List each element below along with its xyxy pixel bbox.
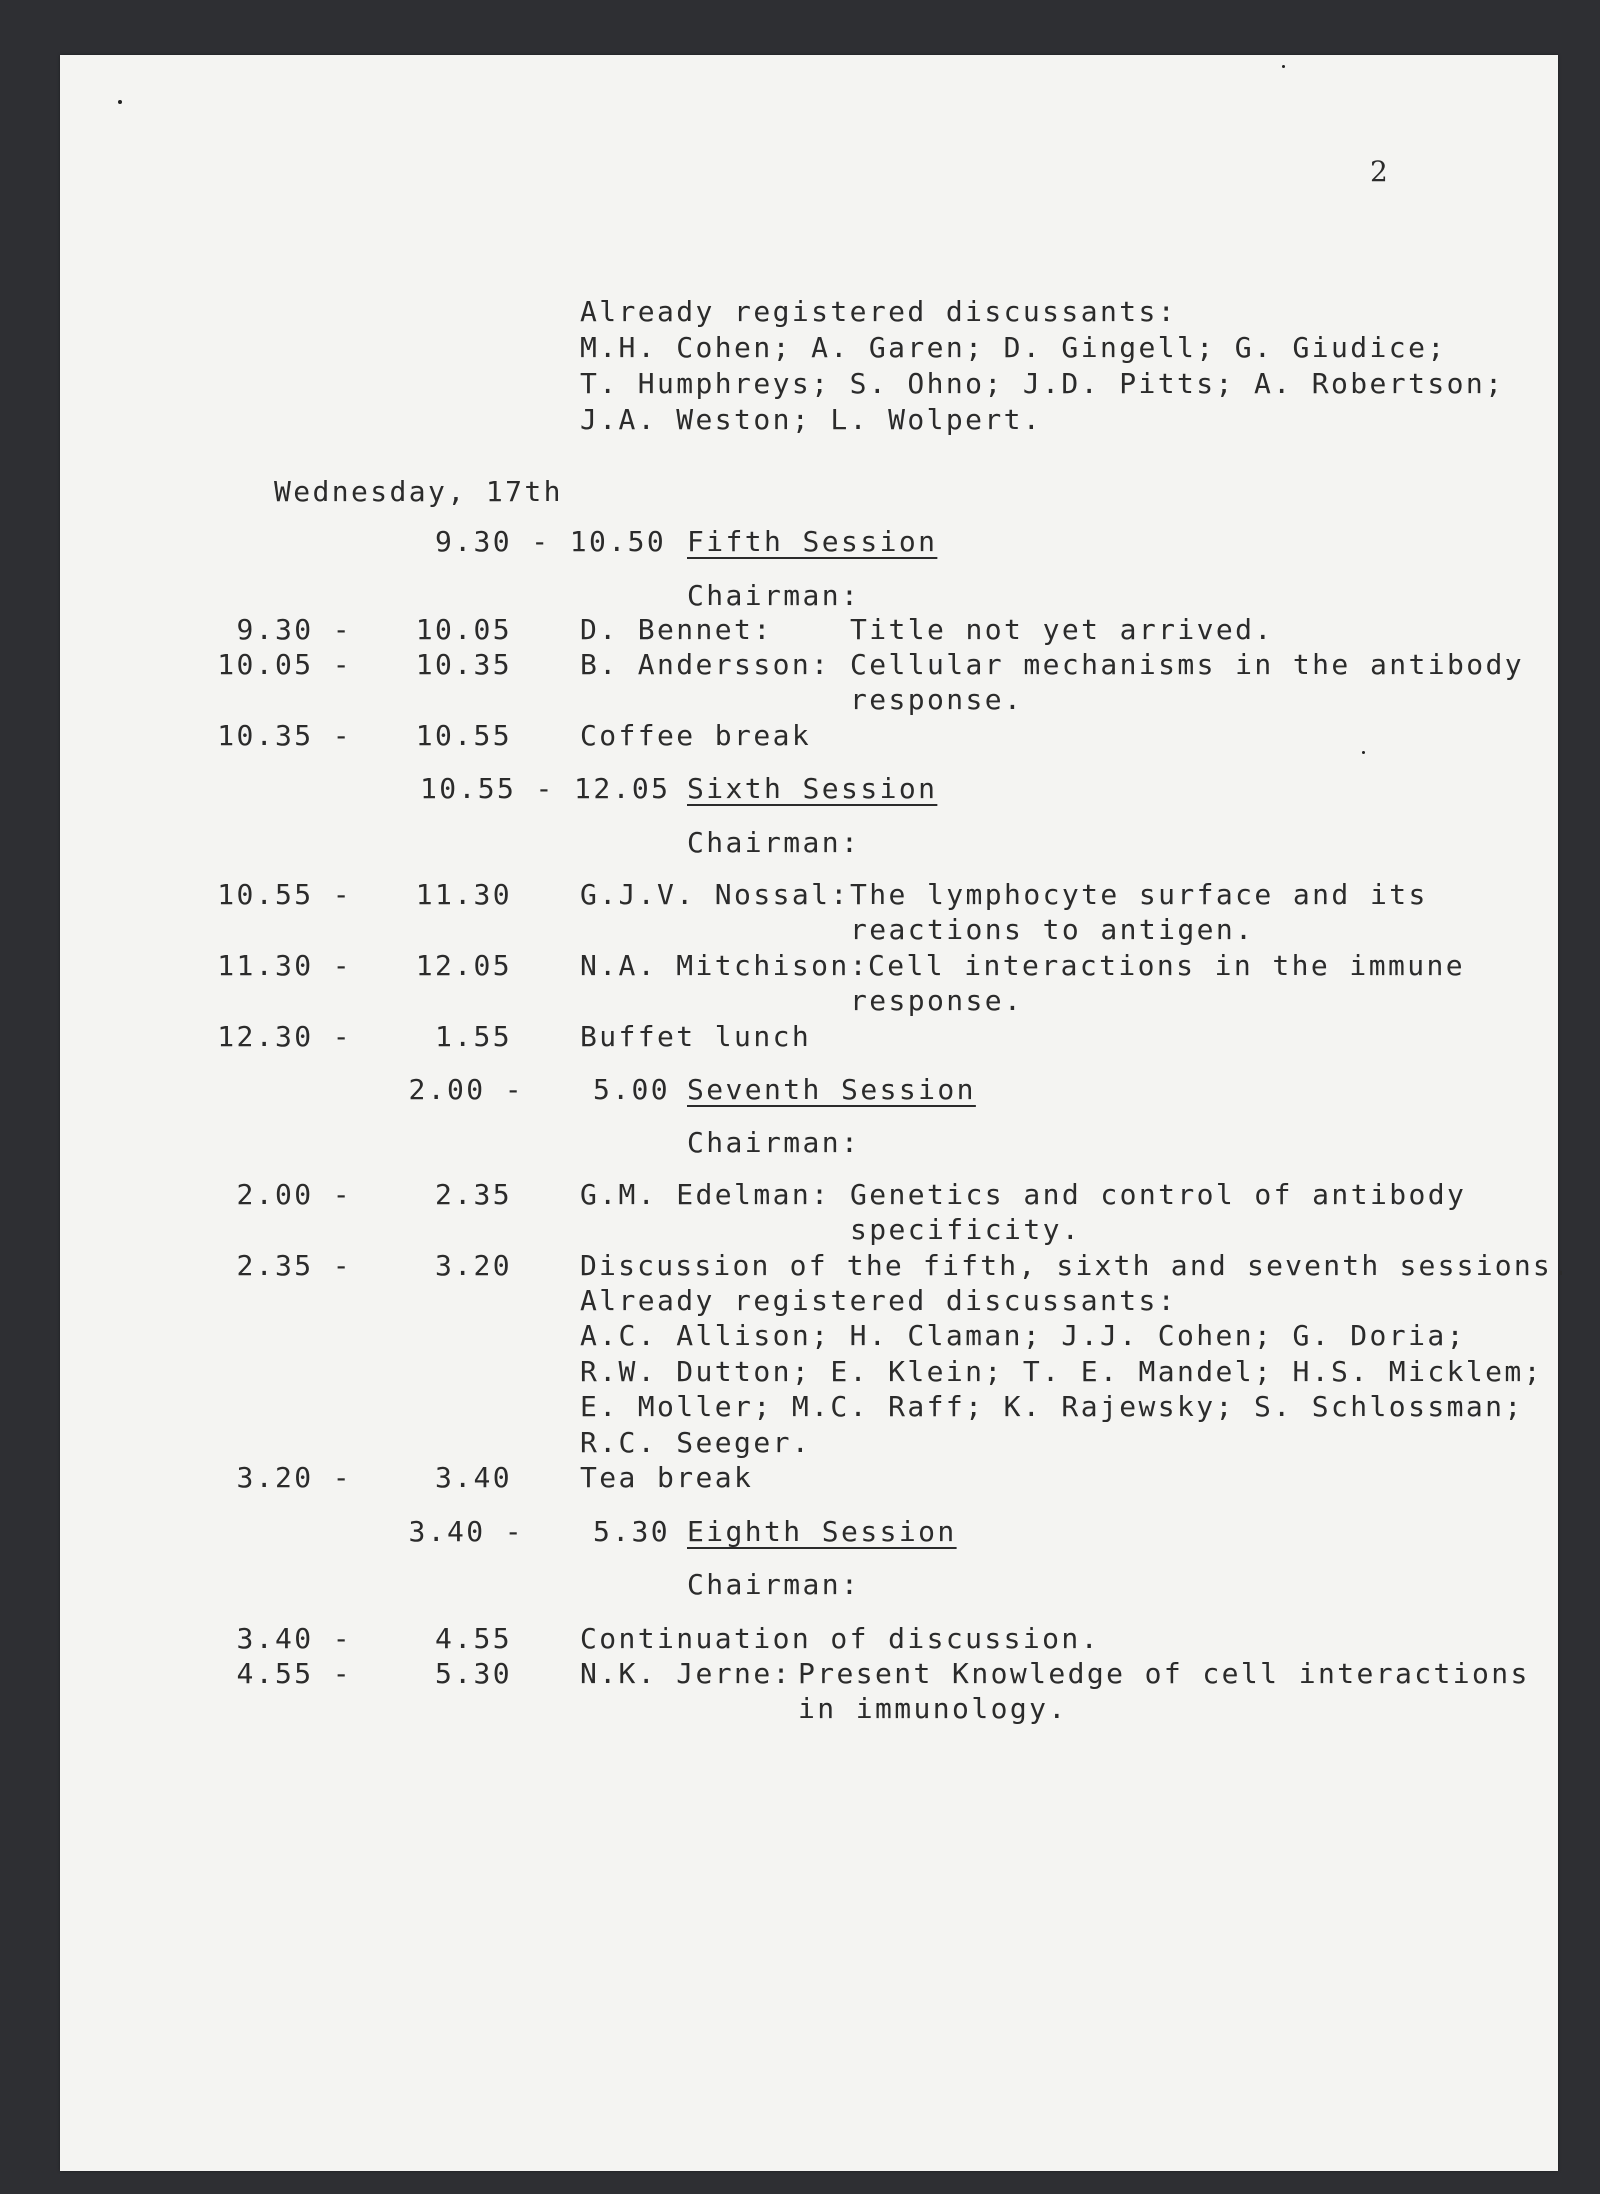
- scan-speck: [1362, 751, 1365, 754]
- talk-title: Cellular mechanisms in the antibody: [850, 648, 1525, 681]
- speaker: N.A. Mitchison:: [580, 949, 869, 982]
- time-end: 3.20: [434, 1249, 512, 1282]
- talk-title-cont: specificity.: [850, 1213, 1082, 1246]
- talk-title: Genetics and control of antibody: [850, 1178, 1467, 1211]
- time-end: 10.35: [415, 648, 512, 681]
- time-start: 3.20 -: [236, 1461, 352, 1494]
- session-time-end: 5.30: [592, 1515, 670, 1548]
- talk-title: Title not yet arrived.: [850, 613, 1274, 646]
- time-end: 2.35: [434, 1178, 512, 1211]
- talk-title: Present Knowledge of cell interactions: [798, 1657, 1530, 1690]
- time-start: 10.35 -: [217, 719, 352, 752]
- talk-title-cont: in immunology.: [798, 1692, 1068, 1725]
- session-time: 10.55 - 12.05: [420, 772, 671, 805]
- session-title: Eighth Session: [687, 1515, 957, 1548]
- time-start: 11.30 -: [217, 949, 352, 982]
- time-end: 3.40: [434, 1461, 512, 1494]
- session-title: Sixth Session: [687, 772, 938, 805]
- speaker: G.M. Edelman:: [580, 1178, 831, 1211]
- time-end: 11.30: [415, 878, 512, 911]
- discussants-line: R.W. Dutton; E. Klein; T. E. Mandel; H.S. Micklem;: [580, 1355, 1543, 1388]
- day-heading: Wednesday, 17th: [274, 475, 563, 508]
- time-end: 4.55: [434, 1622, 512, 1655]
- session-title: Fifth Session: [687, 525, 938, 558]
- time-end: 1.55: [434, 1020, 512, 1053]
- speaker: N.K. Jerne:: [580, 1657, 792, 1690]
- time-start: 10.05 -: [217, 648, 352, 681]
- time-start: 2.00 -: [236, 1178, 352, 1211]
- time-start: 2.35 -: [236, 1249, 352, 1282]
- discussants-line: R.C. Seeger.: [580, 1426, 812, 1459]
- discussants-line: A.C. Allison; H. Claman; J.J. Cohen; G. Doria;: [580, 1319, 1466, 1352]
- speaker: B. Andersson:: [580, 648, 831, 681]
- time-end: 10.05: [415, 613, 512, 646]
- discussants-heading: Already registered discussants:: [580, 1284, 1177, 1317]
- session-time-start: 2.00 -: [408, 1073, 524, 1106]
- chairman-label: Chairman:: [687, 579, 861, 612]
- time-start: 4.55 -: [236, 1657, 352, 1690]
- document-page: [60, 55, 1571, 2171]
- break-label: Tea break: [580, 1461, 754, 1494]
- time-end: 5.30: [434, 1657, 512, 1690]
- discussants-heading: Already registered discussants:: [580, 295, 1177, 328]
- time-end: 10.55: [415, 719, 512, 752]
- talk-title-cont: response.: [850, 984, 1024, 1017]
- session-time-end: 5.00: [592, 1073, 670, 1106]
- session-time: 9.30 - 10.50: [435, 525, 667, 558]
- talk-title: The lymphocyte surface and its: [850, 878, 1428, 911]
- discussants-line: J.A. Weston; L. Wolpert.: [580, 403, 1043, 436]
- agenda-item: Continuation of discussion.: [580, 1622, 1100, 1655]
- discussants-line: T. Humphreys; S. Ohno; J.D. Pitts; A. Robertson;: [580, 367, 1505, 400]
- chairman-label: Chairman:: [687, 1126, 861, 1159]
- break-label: Coffee break: [580, 719, 812, 752]
- break-label: Buffet lunch: [580, 1020, 812, 1053]
- session-title: Seventh Session: [687, 1073, 976, 1106]
- page-number: 2: [1370, 155, 1388, 188]
- discussants-line: E. Moller; M.C. Raff; K. Rajewsky; S. Schlossman;: [580, 1390, 1524, 1423]
- time-start: 10.55 -: [217, 878, 352, 911]
- chairman-label: Chairman:: [687, 1568, 861, 1601]
- talk-title: Cell interactions in the immune: [868, 949, 1465, 982]
- speaker: D. Bennet:: [580, 613, 773, 646]
- chairman-label: Chairman:: [687, 826, 861, 859]
- scan-speck: [118, 100, 122, 104]
- session-time-start: 3.40 -: [408, 1515, 524, 1548]
- discussants-line: M.H. Cohen; A. Garen; D. Gingell; G. Giudice;: [580, 331, 1447, 364]
- time-start: 3.40 -: [236, 1622, 352, 1655]
- time-end: 12.05: [415, 949, 512, 982]
- scan-speck: [1282, 65, 1285, 68]
- time-start: 9.30 -: [236, 613, 352, 646]
- discussion-line: Discussion of the fifth, sixth and seventh sessions.: [580, 1249, 1571, 1282]
- talk-title-cont: reactions to antigen.: [850, 913, 1255, 946]
- speaker: G.J.V. Nossal:: [580, 878, 850, 911]
- talk-title-cont: response.: [850, 683, 1024, 716]
- time-start: 12.30 -: [217, 1020, 352, 1053]
